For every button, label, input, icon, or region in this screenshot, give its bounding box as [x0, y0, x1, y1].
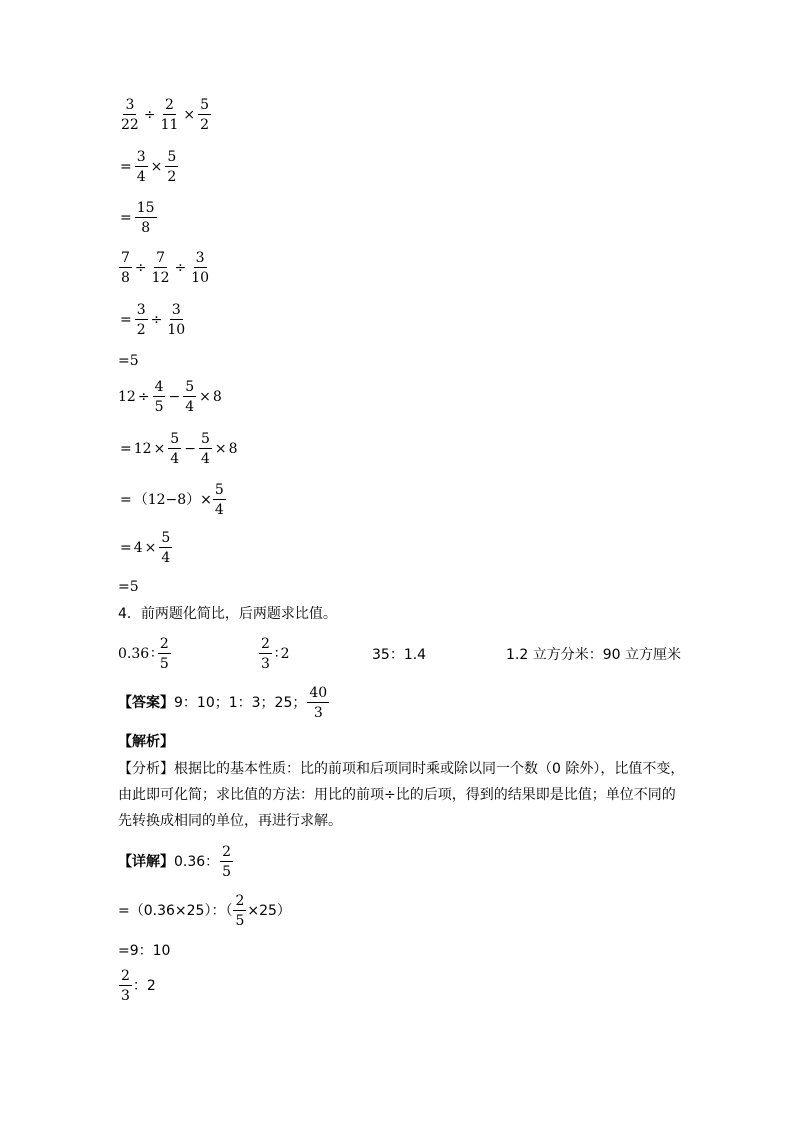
detail-line2: =（0.36×25）：（ $\frac{2}{5}$ ×25） — [118, 893, 291, 929]
fraction: $\frac{7}{8}$ — [121, 250, 130, 286]
fraction: $\frac{3}{4}$ — [136, 149, 146, 185]
fraction: $\frac{5}{4}$ — [185, 379, 195, 415]
fraction: $\frac{3}{2}$ — [136, 302, 146, 338]
fraction: $\frac{2}{5}$ — [222, 844, 232, 880]
detail-line3: =9：10 — [118, 943, 171, 959]
fraction: $\frac{5}{2}$ — [200, 97, 210, 133]
calc3-line1: 12 ÷ $\frac{4}{5}$ − $\frac{5}{4}$ × 8 — [118, 379, 222, 415]
detail-line1: 【详解】 0.36： $\frac{2}{5}$ — [118, 844, 232, 880]
analysis-text: 【分析】根据比的基本性质：比的前项和后项同时乘或除以同一个数（0 除外），比值不变，由此即可化简；求比值的方法：用比的前项÷比的后项，得到的结果即是比值；单位不同的先转换成相同的单位，再进行求解。 — [118, 761, 685, 829]
fraction: $\frac{3}{22}$ — [121, 97, 139, 133]
question-4-title: 4．前两题化简比，后两题求比值。 — [118, 606, 337, 622]
fraction: $\frac{4}{5}$ — [154, 379, 164, 415]
fraction: $\frac{2}{11}$ — [160, 97, 179, 133]
calc2-line1: $\frac{7}{8}$ ÷ $\frac{7}{12}$ ÷ $\frac{3}{10}$ — [121, 250, 210, 286]
fraction: $\frac{15}{8}$ — [136, 200, 155, 236]
question-4-problem-2: $\frac{2}{3}$ ∶ 2 — [261, 636, 290, 672]
calc3-line5: =5 — [118, 579, 139, 595]
calc1-line1: $\frac{3}{22}$ ÷ $\frac{2}{11}$ × $\frac{5}{2}$ — [121, 97, 210, 133]
calc3-line3: = （ 12−8 ）× $\frac{5}{4}$ — [120, 482, 224, 518]
fraction: $\frac{5}{4}$ — [214, 482, 224, 518]
answer-line — [118, 686, 330, 720]
question-4-problem-4: 1.2 立方分米：90 立方厘米 — [506, 647, 681, 663]
fraction: $\frac{5}{2}$ — [167, 149, 177, 185]
answer-text: 9：10；1：3；25； — [174, 695, 307, 711]
fraction: $\frac{2}{5}$ — [235, 893, 245, 929]
fraction: $\frac{2}{3}$ — [121, 968, 130, 1004]
question-4-problem-1: 0.36 ∶ $\frac{2}{5}$ — [118, 636, 169, 672]
detail-label: 【详解】 — [118, 854, 174, 870]
fraction: $\frac{5}{4}$ — [170, 431, 180, 467]
fraction: $\frac{3}{10}$ — [191, 250, 210, 286]
calc1-line3: = $\frac{15}{8}$ — [120, 200, 155, 236]
fraction: $\frac{3}{10}$ — [167, 302, 186, 338]
calc1-line2: = $\frac{3}{4}$ × $\frac{5}{2}$ — [120, 149, 177, 185]
calc3-line2: = 12 × $\frac{5}{4}$ − $\frac{5}{4}$ × 8 — [120, 431, 238, 467]
question-4-problem-3: 35：1.4 — [372, 647, 427, 663]
calc2-line3: =5 — [118, 353, 139, 369]
fraction: $\frac{5}{4}$ — [161, 530, 171, 566]
fraction: $\frac{2}{5}$ — [159, 636, 169, 672]
answer-label: 【答案】 — [118, 695, 174, 711]
fraction: $\frac{5}{4}$ — [200, 431, 210, 467]
calc3-line4: = 4 × $\frac{5}{4}$ — [120, 530, 171, 566]
fraction: $\frac{2}{3}$ — [261, 636, 270, 672]
fraction: $\frac{7}{12}$ — [151, 250, 170, 286]
calc2-line2: = $\frac{3}{2}$ ÷ $\frac{3}{10}$ — [120, 302, 186, 338]
detail-line4: $\frac{2}{3}$ ：2 — [121, 968, 156, 1004]
analysis-label: 【解析】 — [118, 734, 174, 750]
fraction: $\frac{40}{3}$ — [309, 685, 328, 721]
